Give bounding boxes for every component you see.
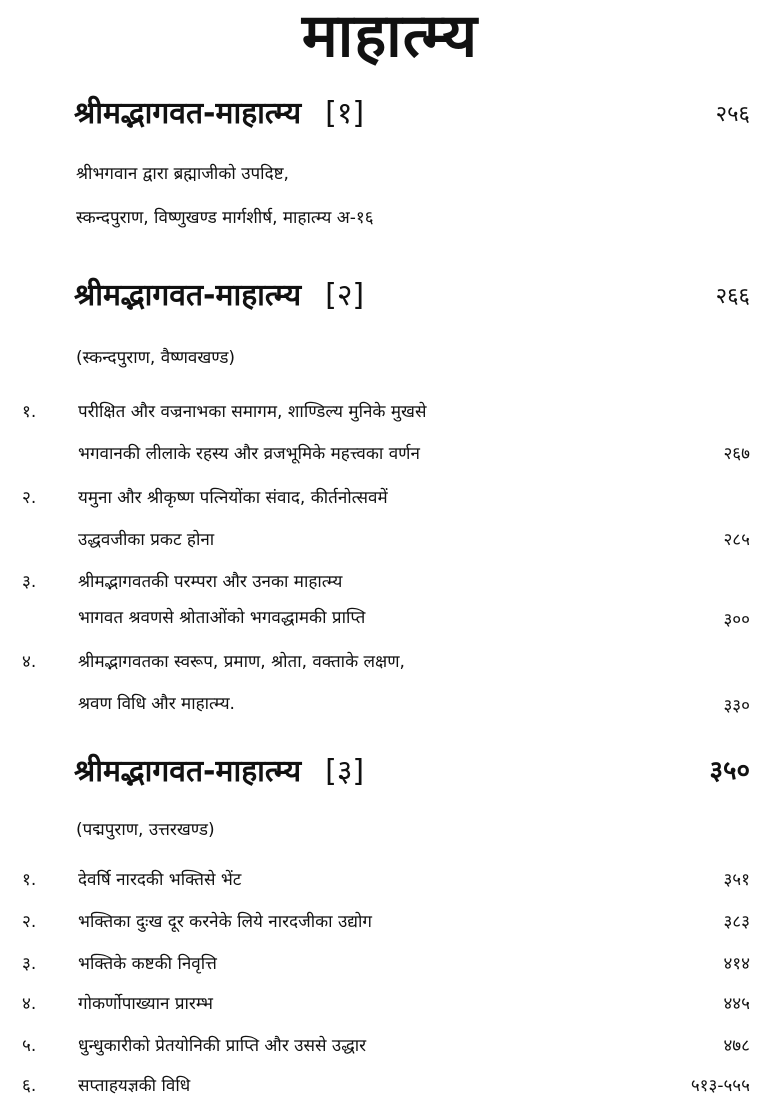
list-item-number: १. (22, 870, 37, 890)
list-item-line: भक्तिका दुःख दूर करनेके लिये नारदजीका उद्योग (78, 912, 372, 932)
list-item-number: १. (22, 402, 37, 422)
list-item-number: ४. (22, 994, 37, 1014)
list-item-line: भगवानकी लीलाके रहस्य और व्रजभूमिके महत्त्वका वर्णन (78, 444, 420, 464)
list-item-line: भक्तिके कष्टकी निवृत्ति (78, 954, 217, 974)
list-item-number: ५. (22, 1036, 37, 1056)
page-title: माहात्म्य (301, 1, 479, 71)
section-1-number: [१] (325, 96, 365, 131)
section-3-title: श्रीमद्भागवत-माहात्म्य (74, 754, 302, 789)
list-item-page: ३३० (723, 696, 750, 716)
list-item-line: श्रवण विधि और माहात्म्य. (78, 694, 235, 714)
section-3-page: ३५० (709, 756, 750, 786)
list-item-number: २. (22, 488, 37, 508)
section-heading-2 (74, 276, 364, 316)
list-item-page: ४४५ (723, 994, 750, 1014)
section-3-source: (पद्मपुराण, उत्तरखण्ड) (76, 820, 215, 840)
section-1-page: २५६ (715, 102, 750, 127)
list-item-line: उद्धवजीका प्रकट होना (78, 530, 215, 550)
section-2-number: [२] (325, 278, 365, 313)
list-item-page: ४७८ (723, 1036, 750, 1056)
list-item-page: ४१४ (723, 954, 750, 974)
list-item-line: श्रीमद्भागवतका स्वरूप, प्रमाण, श्रोता, वक्ताके लक्षण, (78, 652, 405, 672)
list-item-page: २६७ (723, 444, 750, 464)
list-item-line: धुन्धुकारीको प्रेतयोनिकी प्राप्ति और उससे उद्धार (78, 1036, 367, 1056)
list-item-page: ३५१ (723, 870, 750, 890)
section-heading-1 (74, 94, 364, 134)
list-item-line: देवर्षि नारदकी भक्तिसे भेंट (78, 870, 242, 890)
list-item-line: श्रीमद्भागवतकी परम्परा और उनका माहात्म्य (78, 572, 343, 592)
section-2-page: २६६ (715, 284, 750, 309)
section-1-desc-line-2: स्कन्दपुराण, विष्णुखण्ड मार्गशीर्ष, माहात्म्य अ-१६ (76, 208, 374, 228)
section-1-desc-line-1: श्रीभगवान द्वारा ब्रह्माजीको उपदिष्ट, (76, 164, 289, 184)
list-item-line: यमुना और श्रीकृष्ण पत्नियोंका संवाद, कीर्तनोत्सवमें (78, 488, 388, 508)
list-item-line: परीक्षित और वज्रनाभका समागम, शाण्डिल्य मुनिके मुखसे (78, 402, 427, 422)
section-heading-3 (74, 752, 364, 792)
list-item-line: गोकर्णोपाख्यान प्रारम्भ (78, 994, 213, 1014)
list-item-line: भागवत श्रवणसे श्रोताओंको भगवद्धामकी प्राप्ति (78, 608, 366, 628)
list-item-page: २८५ (723, 530, 750, 550)
list-item-number: २. (22, 912, 37, 932)
list-item-page: ३८३ (723, 912, 750, 932)
list-item-page: ३०० (723, 610, 750, 630)
list-item-number: ४. (22, 652, 37, 672)
section-2-title: श्रीमद्भागवत-माहात्म्य (74, 278, 302, 313)
list-item-line: सप्ताहयज्ञकी विधि (78, 1076, 191, 1096)
section-3-number: [३] (325, 754, 365, 789)
list-item-number: ३. (22, 572, 37, 592)
list-item-number: ६. (22, 1076, 37, 1096)
section-1-title: श्रीमद्भागवत-माहात्म्य (74, 96, 302, 131)
list-item-page: ५१३-५५५ (690, 1076, 750, 1096)
section-2-source: (स्कन्दपुराण, वैष्णवखण्ड) (76, 348, 236, 368)
list-item-number: ३. (22, 954, 37, 974)
